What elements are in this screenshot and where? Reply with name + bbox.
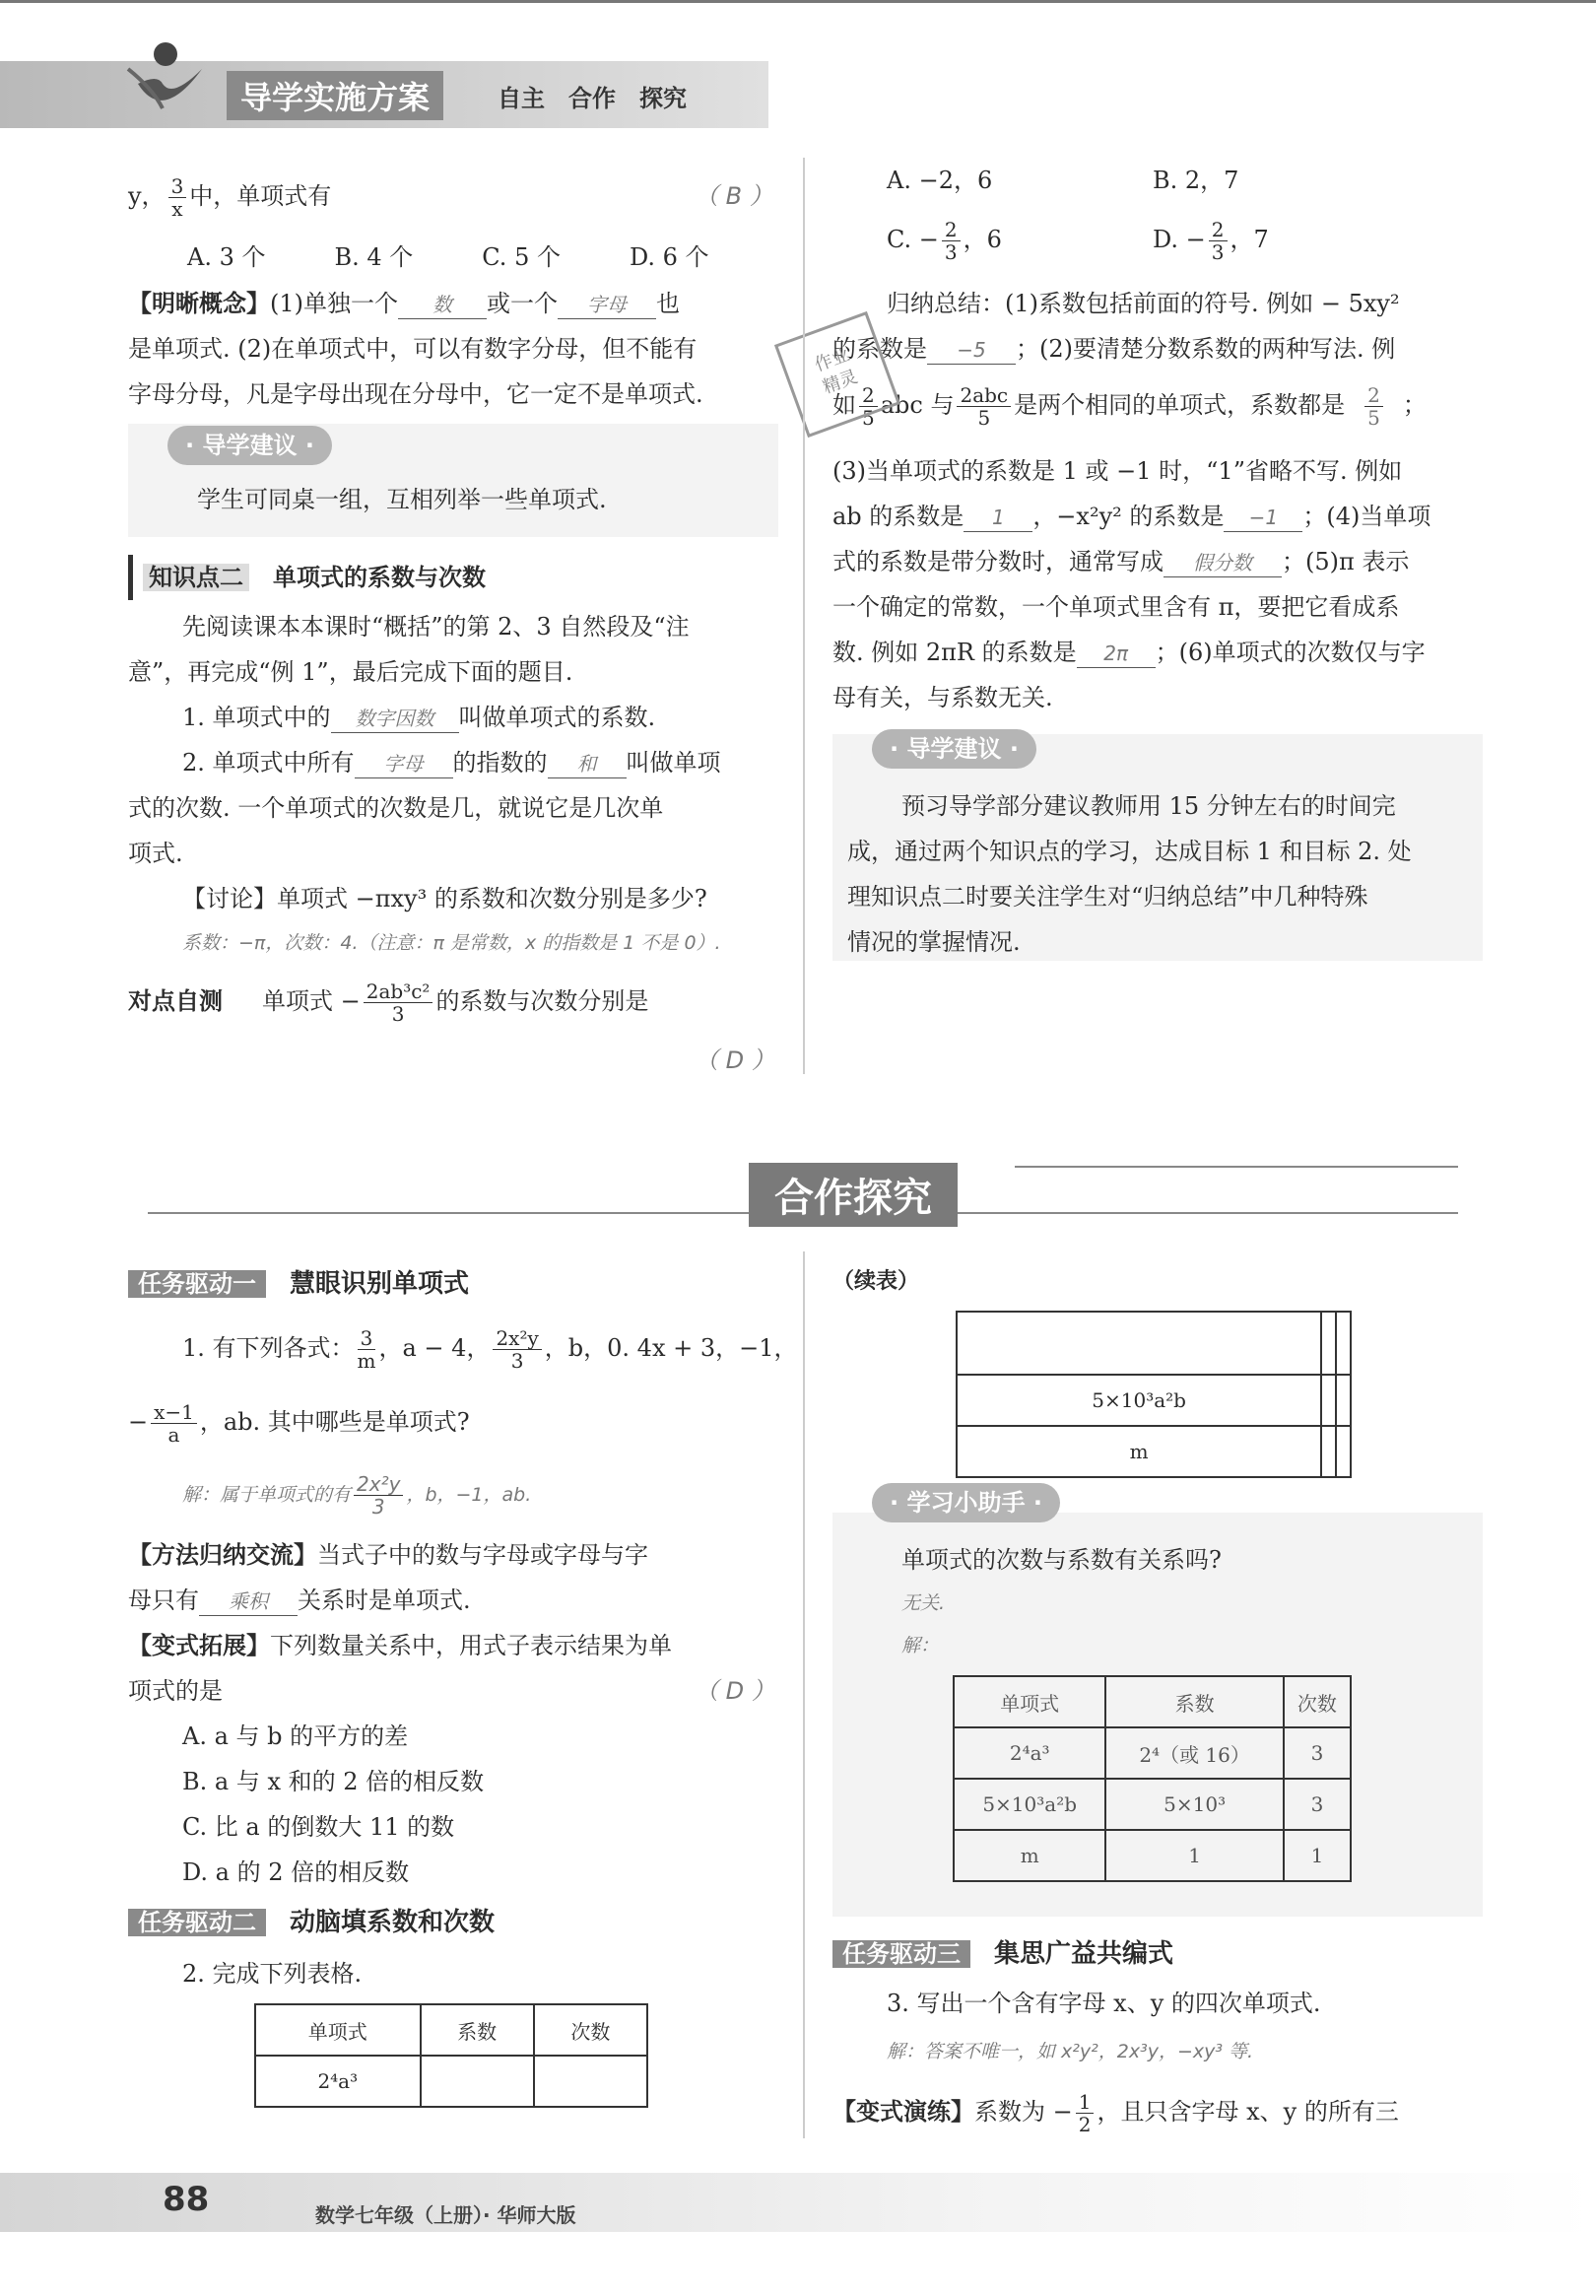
- cont-label: （续表）: [832, 1269, 920, 1294]
- section-rule-top: [1015, 1166, 1458, 1168]
- options-row: A. 3 个 B. 4 个 C. 5 个 D. 6 个: [187, 243, 709, 271]
- options-cd: C. − $\frac{2}{3}$ ，6 D. − $\frac{2}{3}$ ，7: [887, 218, 1269, 264]
- task3-heading: 任务驱动三 集思广益共编式: [832, 1933, 1173, 1972]
- question-line: y， $\frac{3}{x}$ 中，单项式有: [128, 174, 332, 221]
- table-cell[interactable]: [1321, 1312, 1336, 1375]
- extension2: 项式的是: [128, 1677, 223, 1705]
- table-cell[interactable]: [1336, 1426, 1351, 1477]
- table-cell: 2⁴（或 16）: [1105, 1727, 1283, 1779]
- advice-right-1: 预习导学部分建议教师用 15 分钟左右的时间完: [901, 792, 1396, 820]
- helper-q: 单项式的次数与系数有关系吗?: [901, 1546, 1222, 1574]
- table-cell[interactable]: [1336, 1312, 1351, 1375]
- table-header: 系数: [1105, 1676, 1283, 1727]
- summary9: 母有关，与系数无关.: [832, 684, 1053, 711]
- item2-line2: 式的次数. 一个单项式的次数是几，就说它是几次单: [128, 794, 664, 822]
- discuss-answer: 系数：−π，次数：4.（注意：π 是常数，x 的指数是 1 不是 0）.: [182, 932, 721, 954]
- page-number: 88: [163, 2180, 210, 2219]
- header-logo-icon: [118, 30, 207, 118]
- task1-answer: 解：属于单项式的有 $\frac{\text{2x²y}}{3}$ ，b，−1，ab.: [182, 1472, 532, 1519]
- sol-label: 解：: [901, 1635, 940, 1656]
- table-cell: 5×10³a²b: [954, 1779, 1105, 1830]
- summary8: 数. 例如 2πR 的系数是 2π ；(6)单项式的次数仅与字: [832, 639, 1426, 666]
- table-cell[interactable]: [534, 2056, 647, 2107]
- item2-line3: 项式.: [128, 840, 183, 867]
- ext-opt-a: A. a 与 b 的平方的差: [182, 1722, 409, 1750]
- options-ab: A. −2，6 B. 2，7: [887, 167, 1239, 194]
- method2: 母只有 乘积 关系时是单项式.: [128, 1587, 471, 1614]
- table-cell: 5×10³: [1105, 1779, 1283, 1830]
- ext-opt-b: B. a 与 x 和的 2 倍的相反数: [182, 1768, 485, 1795]
- table-cell[interactable]: [1336, 1375, 1351, 1426]
- column-divider: [803, 158, 805, 1074]
- kp2-heading: 知识点二 单项式的系数与次数: [128, 555, 486, 600]
- table-cell: 3: [1284, 1779, 1351, 1830]
- table-cell: 1: [1284, 1830, 1351, 1881]
- task1-q: 1. 有下列各式： $\frac{3}{m}$ ，a − 4， $\frac{\text{2x²y}}{3}$ ，b，0. 4x + 3，−1，: [182, 1326, 798, 1373]
- table-header: 单项式: [954, 1676, 1105, 1727]
- table-header: 次数: [1284, 1676, 1351, 1727]
- summary7: 一个确定的常数，一个单项式里含有 π，要把它看成系: [832, 593, 1400, 621]
- header-tags: 自主 合作 探究: [498, 85, 687, 112]
- table-header: 单项式: [255, 2004, 421, 2056]
- task1-heading: 任务驱动一 慧眼识别单项式: [128, 1263, 469, 1302]
- summary1: 归纳总结：(1)系数包括前面的符号. 例如 − 5xy²: [887, 290, 1400, 317]
- section-title: 合作探究: [749, 1163, 958, 1227]
- table-cell[interactable]: [1321, 1426, 1336, 1477]
- task3-ans: 解：答案不唯一，如 x²y²，2x³y，−xy³ 等.: [887, 2041, 1254, 2062]
- footer-bar: [0, 2173, 1596, 2232]
- advice-pill-right: · 导学建议 ·: [872, 729, 1036, 769]
- table-cell: m: [954, 1830, 1105, 1881]
- method: 【方法归纳交流】当式子中的数与字母或字母与字: [128, 1541, 648, 1569]
- self-test-answer: （ D ）: [695, 1047, 775, 1074]
- table-cell: 5×10³a²b: [957, 1375, 1321, 1426]
- advice-right-3: 理知识点二时要关注学生对“归纳总结”中几种特殊: [847, 883, 1368, 911]
- table-cell: 2⁴a³: [954, 1727, 1105, 1779]
- self-test: 对点自测 单项式 − $\frac{\text{2ab³c²}}{3}$ 的系数与次数分别是: [128, 979, 649, 1026]
- ext-opt-d: D. a 的 2 倍的相反数: [182, 1858, 410, 1886]
- concept-line3: 字母分母，凡是字母出现在分母中，它一定不是单项式.: [128, 380, 703, 408]
- solution-table: [953, 1675, 1352, 1882]
- task1-q2: − $\frac{x-1}{a}$ ，ab. 其中哪些是单项式?: [128, 1400, 470, 1447]
- concept-line2: 是单项式. (2)在单项式中，可以有数字分母，但不能有: [128, 335, 698, 363]
- task2-q: 2. 完成下列表格.: [182, 1960, 363, 1988]
- table-cell: 1: [1105, 1830, 1283, 1881]
- discuss: 【讨论】单项式 −πxy³ 的系数和次数分别是多少?: [182, 885, 707, 912]
- advice-right-2: 成，通过两个知识点的学习，达成目标 1 和目标 2. 处: [847, 838, 1412, 865]
- task3-var: 【变式演练】系数为 − $\frac{1}{2}$ ，且只含字母 x、y 的所有三: [832, 2090, 1399, 2136]
- table-cell: 3: [1284, 1727, 1351, 1779]
- kp2-intro1: 先阅读课本本课时“概括”的第 2、3 自然段及“注: [182, 613, 690, 641]
- table-cell[interactable]: [421, 2056, 534, 2107]
- summary2: 的系数是 −5 ；(2)要清楚分数系数的两种写法. 例: [832, 335, 1396, 363]
- table-header: 次数: [534, 2004, 647, 2056]
- helper-ans: 无关.: [901, 1592, 946, 1614]
- header-rule: [0, 0, 1596, 3]
- task2-heading: 任务驱动二 动脑填系数和次数: [128, 1902, 495, 1940]
- table-cell: [957, 1312, 1321, 1375]
- helper-pill: · 学习小助手 ·: [872, 1483, 1060, 1522]
- advice-text-left: 学生可同桌一组，互相列举一些单项式.: [197, 486, 607, 513]
- summary4: (3)当单项式的系数是 1 或 −1 时，“1”省略不写. 例如: [832, 457, 1403, 485]
- extension: 【变式拓展】下列数量关系中，用式子表示结果为单: [128, 1632, 672, 1659]
- answer-b: （ B ）: [695, 182, 773, 210]
- summary5: ab 的系数是 1 ，−x²y² 的系数是 −1 ；(4)当单项: [832, 503, 1431, 530]
- table-cell[interactable]: [1321, 1375, 1336, 1426]
- ext-opt-c: C. 比 a 的倒数大 11 的数: [182, 1813, 455, 1841]
- kp2-intro2: 意”，再完成“例 1”，最后完成下面的题目.: [128, 658, 573, 686]
- summary3: 如 $\frac{2}{5}$ abc 与 $\frac{\text{2abc}}{5}$ 是两个相同的单项式，系数都是 $\frac{2}{5}$ ；: [832, 383, 1427, 430]
- table-cell: 2⁴a³: [255, 2056, 421, 2107]
- extension-answer: （ D ）: [695, 1677, 775, 1705]
- column-divider-lower: [803, 1251, 805, 2138]
- stamp-logo: 作业 精灵: [774, 311, 900, 438]
- cont-table: [956, 1311, 1352, 1478]
- advice-right-4: 情况的掌握情况.: [847, 928, 1021, 956]
- task2-table: [254, 2003, 648, 2108]
- item1: 1. 单项式中的 数字因数 叫做单项式的系数.: [182, 704, 656, 731]
- advice-pill-left: · 导学建议 ·: [167, 426, 332, 465]
- table-header: 系数: [421, 2004, 534, 2056]
- item2: 2. 单项式中所有 字母 的指数的 和 叫做单项: [182, 749, 721, 777]
- footer-text: 数学七年级（上册）· 华师大版: [315, 2203, 576, 2227]
- header-title: 导学实施方案: [227, 71, 443, 120]
- task3-q: 3. 写出一个含有字母 x、y 的四次单项式.: [887, 1990, 1321, 2017]
- summary6: 式的系数是带分数时，通常写成 假分数 ；(5)π 表示: [832, 548, 1410, 575]
- concept-line1: 【明晰概念】(1)单独一个 数 或一个 字母 也: [128, 290, 680, 317]
- table-cell: m: [957, 1426, 1321, 1477]
